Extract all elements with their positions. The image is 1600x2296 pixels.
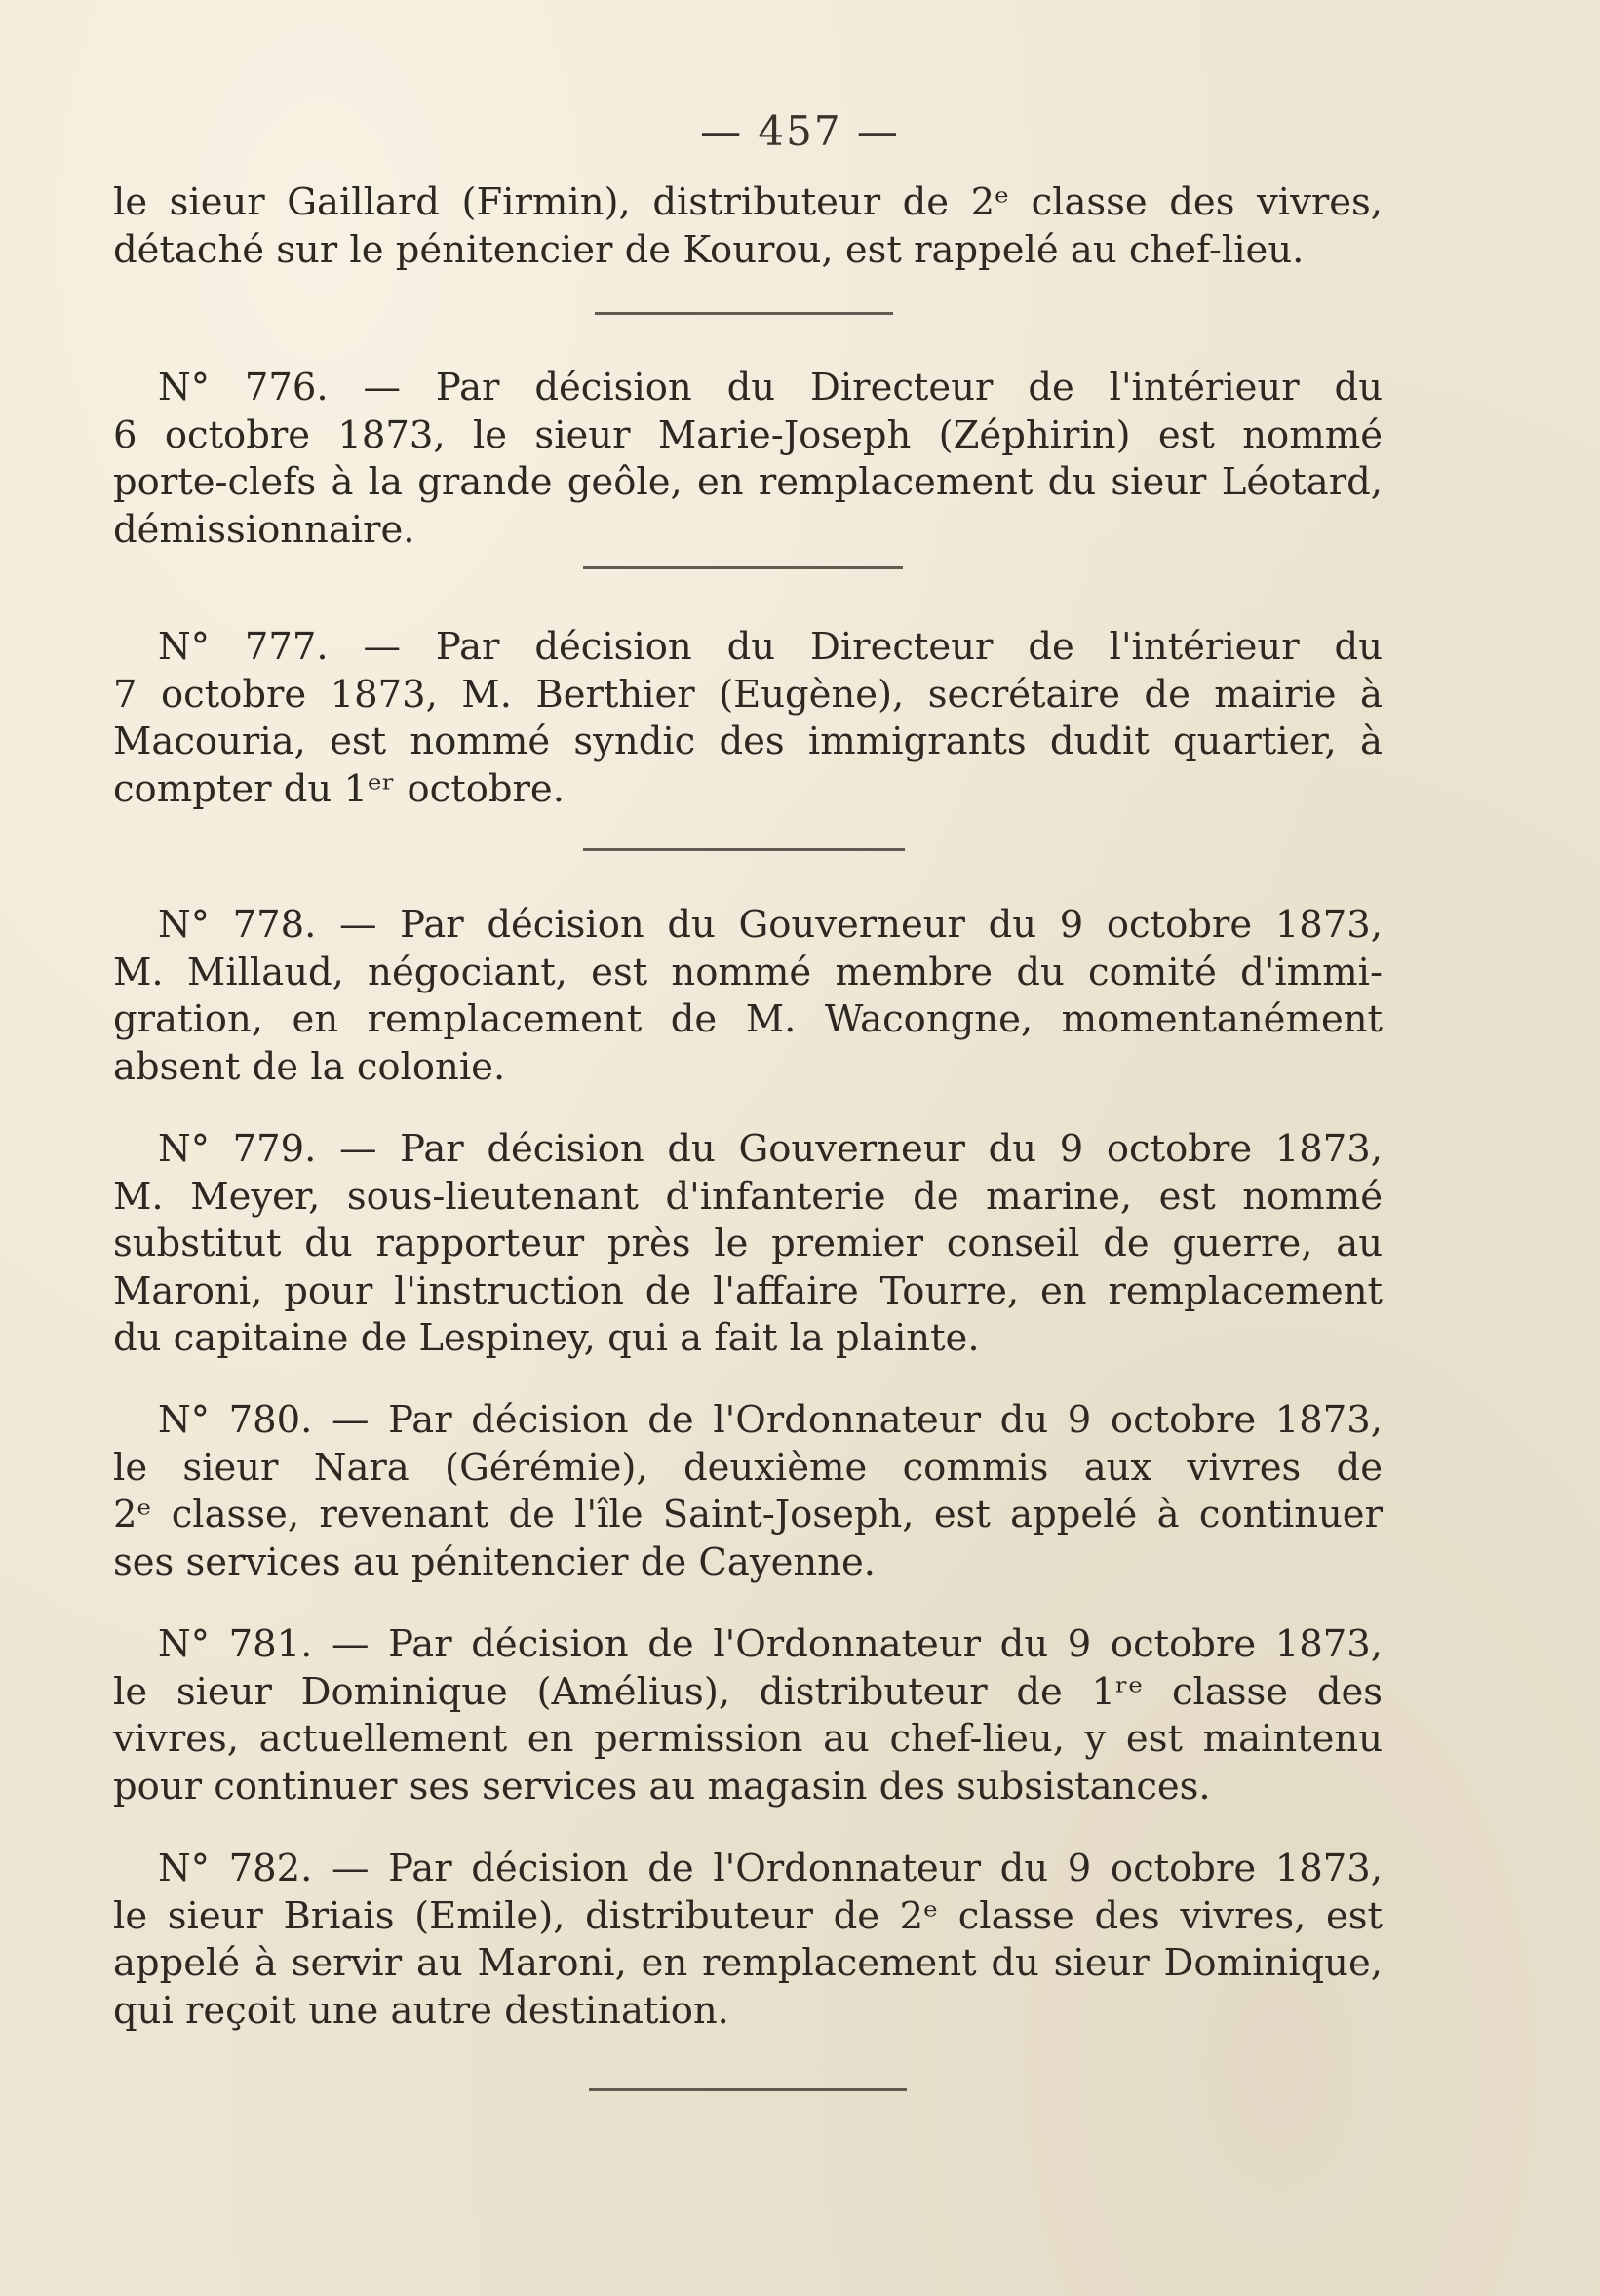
section-divider [589,2088,907,2091]
text-line: compter du 1ᵉʳ octobre. [113,766,565,811]
section-divider [583,848,905,851]
text-line: démissionnaire. [113,507,415,552]
text-line: 6 octobre 1873, le sieur Marie-Joseph (Zéphirin) est nommé [113,412,1383,457]
text-line: N° 778. — Par décision du Gouverneur du 9 octobre 1873, [158,903,1383,947]
text-line: le sieur Gaillard (Firmin), distributeur de 2ᵉ classe des vivres, [113,180,1383,224]
text-line: vivres, actuellement en permission au chef-lieu, y est maintenu [113,1717,1383,1761]
text-line: gration, en remplacement de M. Wacongne, momentanément [113,997,1383,1041]
section-divider [595,312,893,315]
text-line: détaché sur le pénitencier de Kourou, est rappelé au chef-lieu. [113,227,1305,272]
text-line: N° 777. — Par décision du Directeur de l'intérieur du [158,625,1383,669]
text-line: N° 780. — Par décision de l'Ordonnateur du 9 octobre 1873, [158,1398,1383,1442]
text-line: M. Millaud, négociant, est nommé membre du comité d'immi- [113,950,1383,994]
text-line: 7 octobre 1873, M. Berthier (Eugène), secrétaire de mairie à [113,672,1383,717]
text-line: N° 782. — Par décision de l'Ordonnateur du 9 octobre 1873, [158,1847,1383,1890]
text-line: ses services au pénitencier de Cayenne. [113,1539,876,1584]
section-divider [583,566,903,569]
text-line: absent de la colonie. [113,1044,506,1089]
text-line: le sieur Briais (Emile), distributeur de 2ᵉ classe des vivres, est [113,1893,1383,1938]
text-line: substitut du rapporteur près le premier conseil de guerre, au [113,1222,1383,1265]
text-line: 2ᵉ classe, revenant de l'île Saint-Joseph, est appelé à continuer [113,1493,1383,1537]
entry-778 [113,902,1383,1091]
text-line: Macouria, est nommé syndic des immigrants dudit quartier, à [113,720,1383,763]
entry-781 [113,1621,1383,1810]
text-line: le sieur Nara (Gérémie), deuxième commis aux vivres de [113,1445,1383,1490]
text-line: du capitaine de Lespiney, qui a fait la plainte. [113,1316,980,1360]
text-line: appelé à servir au Maroni, en remplacement du sieur Dominique, [113,1941,1383,1985]
text-line: le sieur Dominique (Amélius), distributeur de 1ʳᵉ classe des [113,1669,1383,1714]
text-line: Maroni, pour l'instruction de l'affaire Tourre, en remplacement [113,1268,1383,1313]
text-line: M. Meyer, sous-lieutenant d'infanterie de marine, est nommé [113,1174,1383,1219]
entry-776 [113,365,1383,554]
entry-777 [113,624,1383,813]
entry-782 [113,1846,1383,2035]
text-line: porte-clefs à la grande geôle, en remplacement du sieur Léotard, [113,460,1383,504]
text-line: N° 779. — Par décision du Gouverneur du 9 octobre 1873, [158,1127,1383,1171]
text-line: pour continuer ses services au magasin des subsistances. [113,1764,1211,1809]
continuation-paragraph [113,179,1383,274]
entry-780 [113,1397,1383,1586]
entry-779 [113,1126,1383,1363]
text-line: N° 776. — Par décision du Directeur de l'intérieur du [158,366,1383,409]
page-number: — 457 — [700,107,900,155]
text-line: qui reçoit une autre destination. [113,1988,729,2033]
text-line: N° 781. — Par décision de l'Ordonnateur du 9 octobre 1873, [158,1622,1383,1666]
